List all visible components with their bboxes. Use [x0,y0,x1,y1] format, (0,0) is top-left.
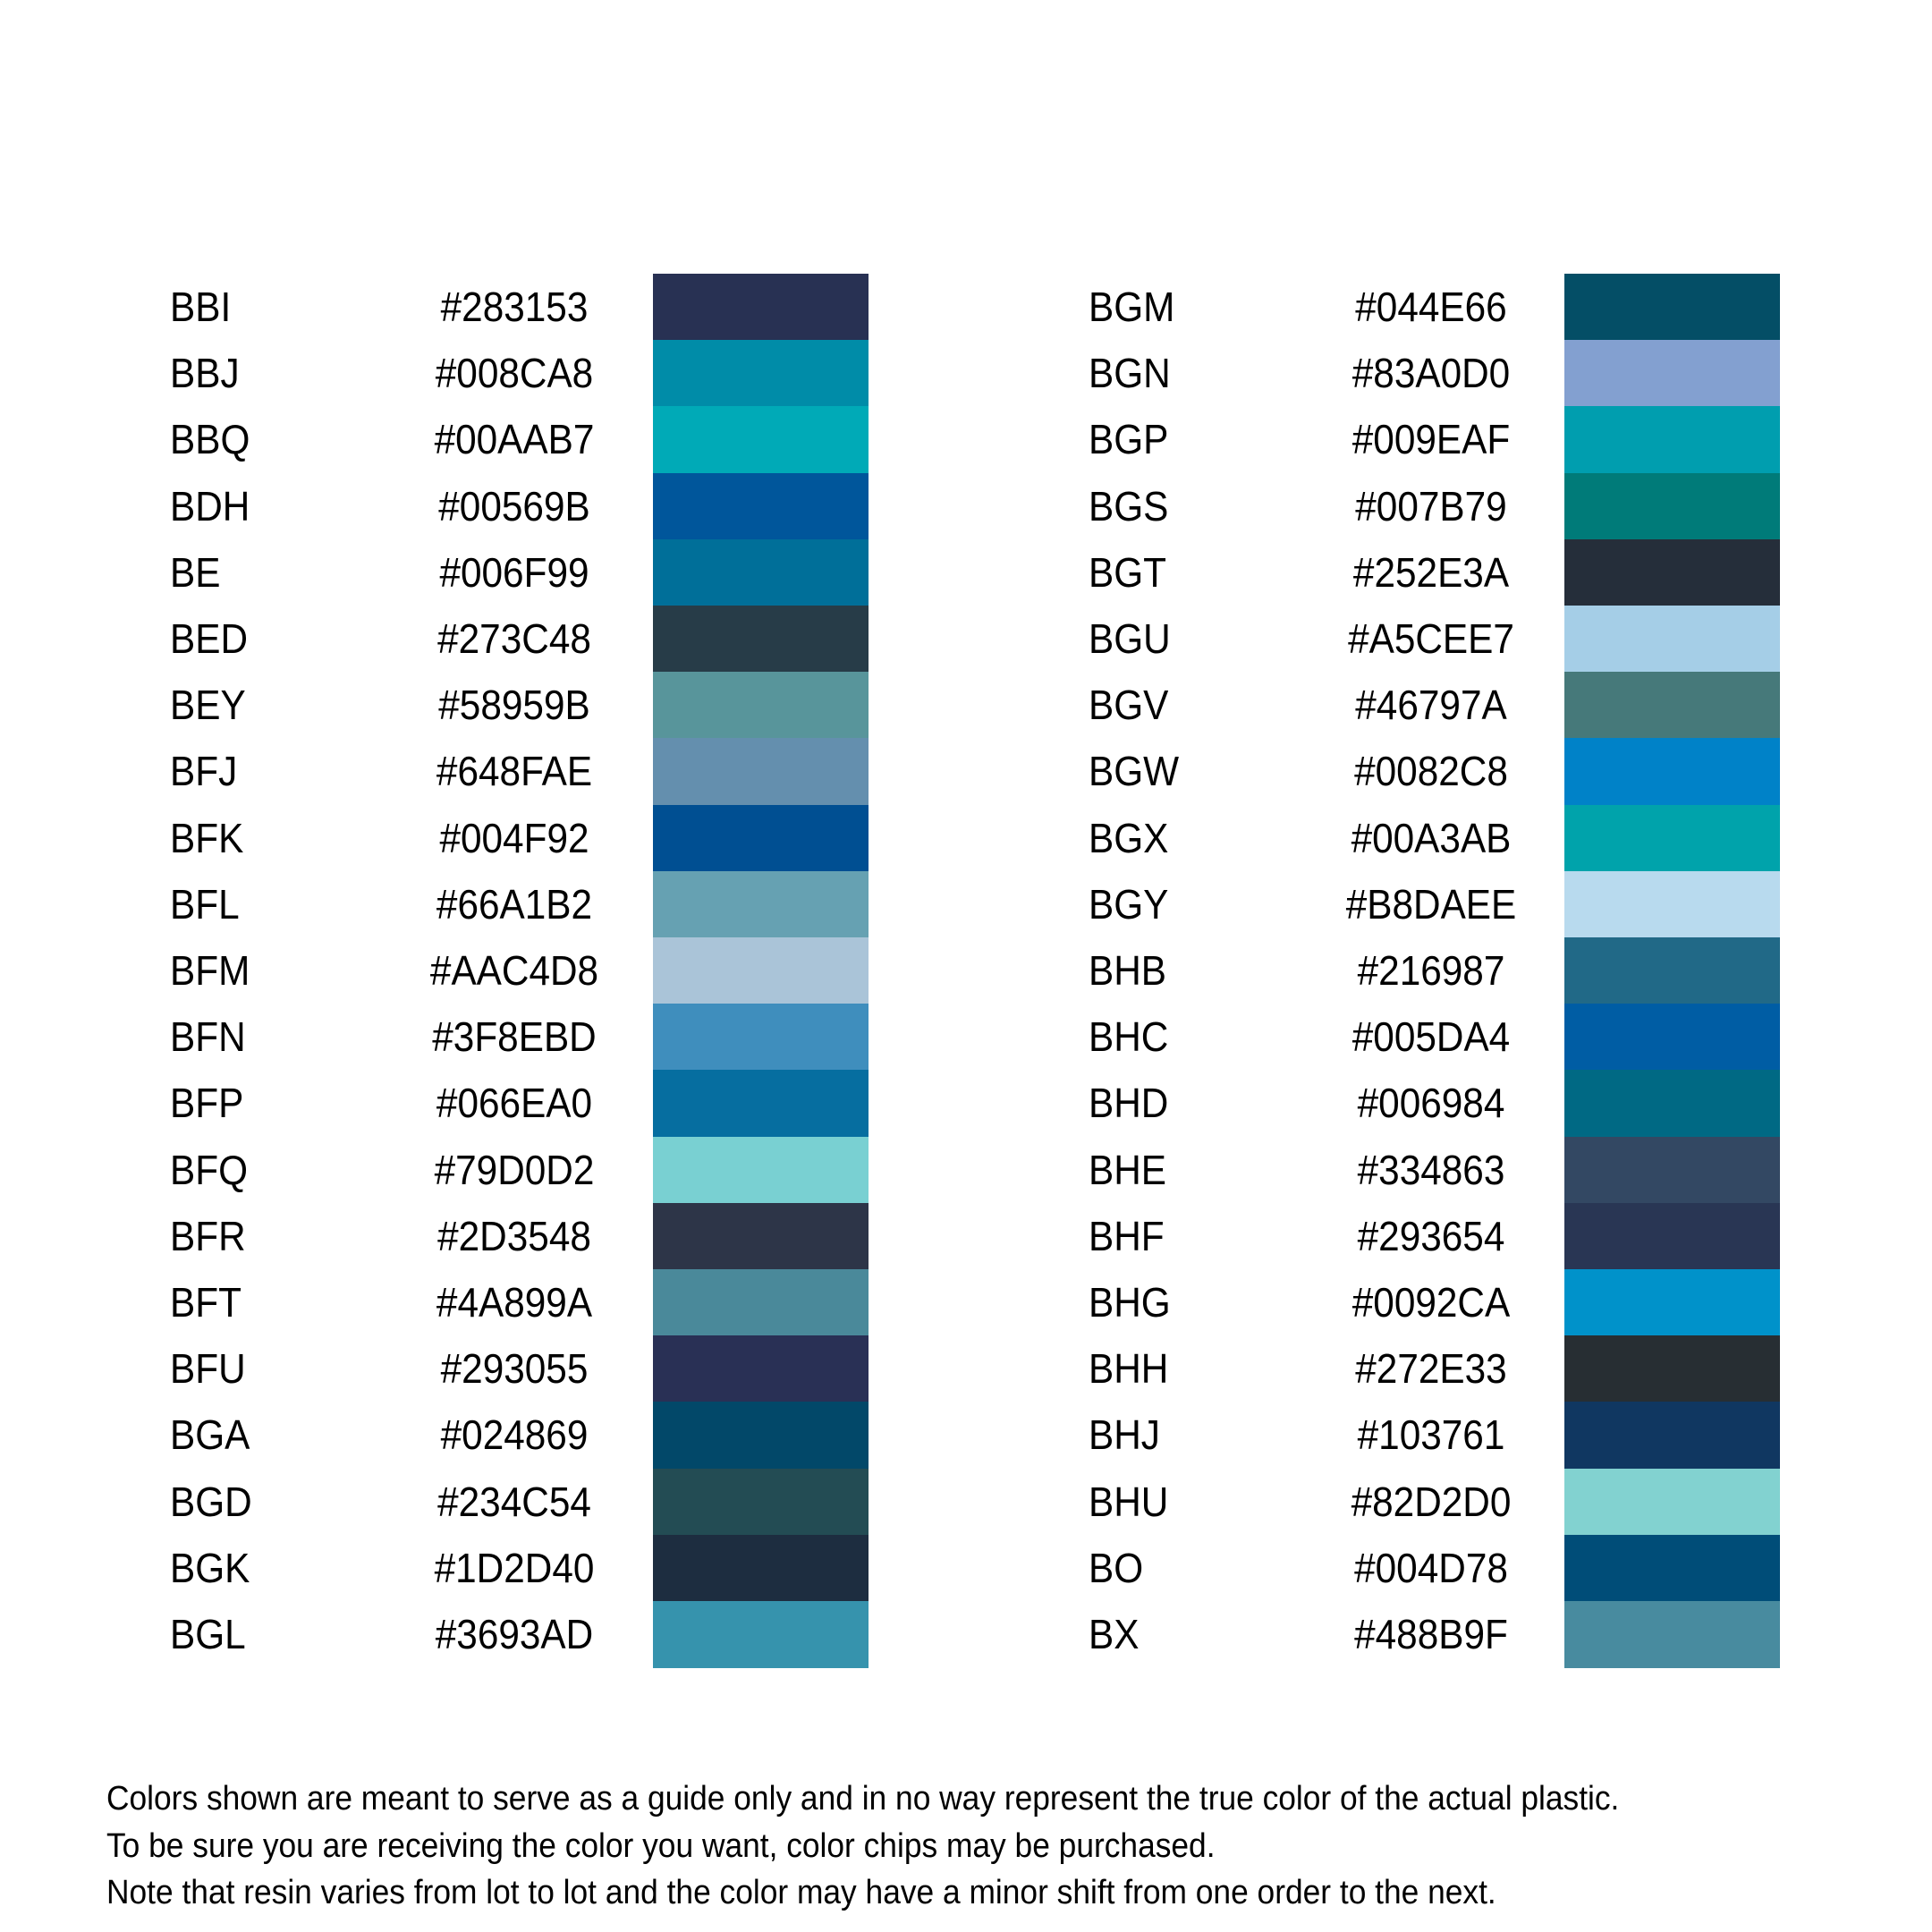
color-hex-value: #0092CA [1352,1279,1511,1326]
color-code: BGN [1089,350,1171,397]
color-code: BHC [1089,1013,1169,1061]
disclaimer-line: Colors shown are meant to serve as a guide only and in no way represent the true color of the actual plastic. [106,1780,1620,1818]
color-row [0,672,1932,738]
color-hex-value: #66A1B2 [436,880,593,928]
color-code: BHE [1089,1146,1167,1193]
color-code: BFU [170,1345,246,1393]
color-hex-value: #007B79 [1355,482,1507,530]
color-swatch [1564,871,1780,938]
color-code: BFM [170,947,250,994]
color-row [0,274,1932,340]
color-hex-value: #234C54 [437,1478,591,1525]
color-swatch [1564,937,1780,1004]
color-code: BGK [170,1544,250,1591]
color-hex-value: #1D2D40 [434,1544,595,1591]
color-code: BHG [1089,1279,1171,1326]
color-swatch [1564,340,1780,407]
color-hex-value: #216987 [1357,947,1505,994]
color-code: BGV [1089,682,1169,729]
color-hex-value: #293654 [1357,1212,1505,1259]
color-hex-value: #283153 [440,284,589,330]
color-code: BBJ [170,350,240,397]
color-hex-value: #103761 [1357,1411,1505,1459]
color-hex-value: #005DA4 [1352,1013,1511,1061]
color-hex-value: #00AAB7 [434,416,595,463]
color-row [0,1535,1932,1601]
color-hex-value: #004D78 [1354,1544,1508,1591]
color-swatch [1564,473,1780,540]
color-row [0,738,1932,804]
color-hex-value: #58959B [438,682,590,729]
color-code: BGY [1089,880,1169,928]
color-code: BGU [1089,615,1171,662]
color-hex-value: #252E3A [1352,548,1510,596]
color-hex-value: #488B9F [1354,1611,1508,1657]
color-code: BX [1089,1611,1140,1657]
color-code: BDH [170,482,250,530]
color-row [0,1601,1932,1667]
color-row [0,1004,1932,1070]
color-swatch [1564,1601,1780,1668]
color-hex-value: #83A0D0 [1352,350,1511,397]
color-code: BFQ [170,1146,248,1193]
color-swatch [1564,539,1780,606]
color-swatch [1564,805,1780,872]
color-hex-value: #273C48 [437,615,591,662]
disclaimer-line: To be sure you are receiving the color you want, color chips may be purchased. [106,1826,1216,1865]
disclaimer-footer [106,1775,1895,1917]
color-hex-value: #82D2D0 [1351,1478,1512,1525]
color-hex-value: #293055 [440,1345,589,1393]
color-hex-value: #3693AD [435,1611,594,1657]
disclaimer-line: Note that resin varies from lot to lot and the color may have a minor shift from one order to the next. [106,1874,1496,1911]
color-hex-value: #4A899A [436,1279,593,1326]
color-swatch [1564,738,1780,805]
color-code: BHB [1089,947,1167,994]
color-row [0,805,1932,871]
color-code: BBI [170,284,232,330]
color-swatch [1564,1269,1780,1336]
color-code: BHU [1089,1478,1169,1525]
color-code: BGW [1089,748,1180,795]
color-row [0,1203,1932,1269]
color-row [0,1269,1932,1335]
color-code: BHD [1089,1080,1169,1127]
color-swatch [1564,606,1780,673]
color-code: BFT [170,1279,242,1326]
color-row [0,606,1932,672]
color-code: BGX [1089,814,1169,861]
color-row [0,406,1932,472]
color-code: BFP [170,1080,244,1127]
color-row [0,1402,1932,1468]
color-code: BFR [170,1212,246,1259]
color-swatch [1564,1535,1780,1602]
color-code: BFN [170,1013,246,1061]
color-row [0,937,1932,1004]
color-hex-value: #2D3548 [437,1212,591,1259]
color-hex-value: #044E66 [1355,284,1507,330]
color-code: BFJ [170,748,238,795]
color-row [0,1335,1932,1402]
color-hex-value: #00A3AB [1351,814,1512,861]
color-code: BFL [170,880,240,928]
color-hex-value: #A5CEE7 [1348,615,1514,662]
color-hex-value: #272E33 [1355,1345,1507,1393]
color-hex-value: #AAC4D8 [429,947,599,994]
color-code: BHF [1089,1212,1165,1259]
color-swatch [1564,274,1780,341]
color-hex-value: #3F8EBD [432,1013,597,1061]
color-code: BE [170,548,221,596]
color-swatch [1564,1335,1780,1402]
color-code: BGT [1089,548,1166,596]
color-hex-value: #006F99 [439,548,589,596]
color-hex-value: #B8DAEE [1345,880,1517,928]
color-row [0,1469,1932,1535]
color-swatch [1564,1402,1780,1469]
color-swatch [1564,406,1780,473]
color-swatch [1564,1137,1780,1204]
color-hex-value: #066EA0 [436,1080,593,1127]
color-row [0,871,1932,937]
color-hex-value: #009EAF [1352,416,1511,463]
color-swatch [1564,1070,1780,1137]
color-code: BGM [1089,284,1175,330]
color-code: BED [170,615,249,662]
color-code: BFK [170,814,244,861]
color-hex-value: #004F92 [439,814,589,861]
color-row [0,340,1932,406]
color-row [0,539,1932,606]
color-hex-value: #008CA8 [435,350,594,397]
color-code: BHH [1089,1345,1169,1393]
color-swatch [1564,1203,1780,1270]
color-code: BGP [1089,416,1169,463]
color-code: BGA [170,1411,250,1459]
color-code: BO [1089,1544,1144,1591]
color-hex-value: #334863 [1357,1146,1505,1193]
color-hex-value: #46797A [1355,682,1507,729]
color-row [0,473,1932,539]
color-hex-value: #024869 [440,1411,589,1459]
color-code: BGL [170,1611,246,1657]
color-hex-value: #79D0D2 [434,1146,595,1193]
color-code: BGS [1089,482,1169,530]
color-swatch [1564,1004,1780,1071]
color-code: BBQ [170,416,250,463]
color-code: BHJ [1089,1411,1160,1459]
color-code: BGD [170,1478,252,1525]
color-swatch [1564,672,1780,739]
color-hex-value: #0082C8 [1354,748,1508,795]
color-swatch [1564,1469,1780,1536]
color-hex-value: #648FAE [436,748,593,795]
color-code: BEY [170,682,246,729]
color-hex-value: #00569B [438,482,590,530]
color-hex-value: #006984 [1357,1080,1505,1127]
color-row [0,1137,1932,1203]
color-row [0,1070,1932,1136]
